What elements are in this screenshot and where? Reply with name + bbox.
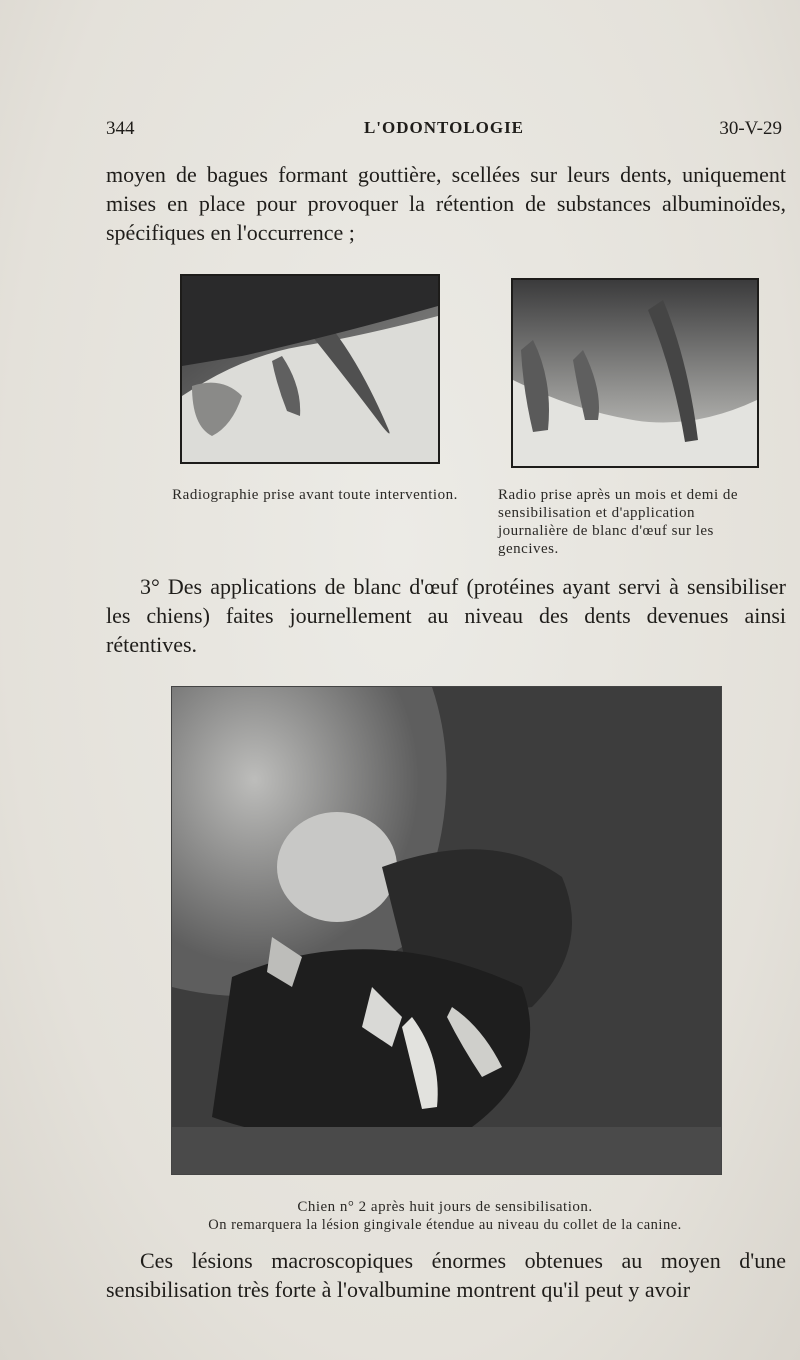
page-number: 344: [106, 118, 135, 139]
issue-date: 30-V-29: [719, 118, 782, 139]
radiograph-after: [511, 278, 759, 468]
radiograph-before-caption: Radiographie prise avant toute intervention.: [172, 487, 458, 503]
radiograph-before-image: [182, 276, 438, 462]
paragraph-continuation: moyen de bagues formant gouttière, scellées sur leurs dents, uniquement mises en place pour provoquer la rétention de substances albuminoïdes, spécifiques en l'occurrence ;: [106, 162, 786, 245]
dog-mouth-image: [172, 687, 721, 1174]
radiograph-after-image: [513, 280, 757, 466]
photograph-caption-line-1: Chien n° 2 après huit jours de sensibilisation.: [297, 1199, 593, 1215]
paragraph-applications: 3° Des applications de blanc d'œuf (protéines ayant servi à sensibiliser les chiens) faites journellement au niveau des dents devenues ainsi rétentives.: [106, 574, 786, 657]
paragraph-lesions: Ces lésions macroscopiques énormes obtenues au moyen d'une sensibilisation très forte à l'ovalbumine montrent qu'il peut y avoir: [106, 1248, 786, 1302]
page-header: [106, 118, 782, 148]
running-title: L'ODONTOLOGIE: [363, 118, 525, 137]
radiograph-after-caption: Radio prise après un mois et demi de sensibilisation et d'application journalière de blanc d'œuf sur les gencives.: [498, 487, 739, 557]
dog-mouth-photograph: [171, 686, 722, 1175]
radiograph-before: [180, 274, 440, 464]
photograph-caption: [110, 1198, 780, 1234]
photograph-caption-line-2: On remarquera la lésion gingivale étendue au niveau du collet de la canine.: [208, 1217, 682, 1233]
